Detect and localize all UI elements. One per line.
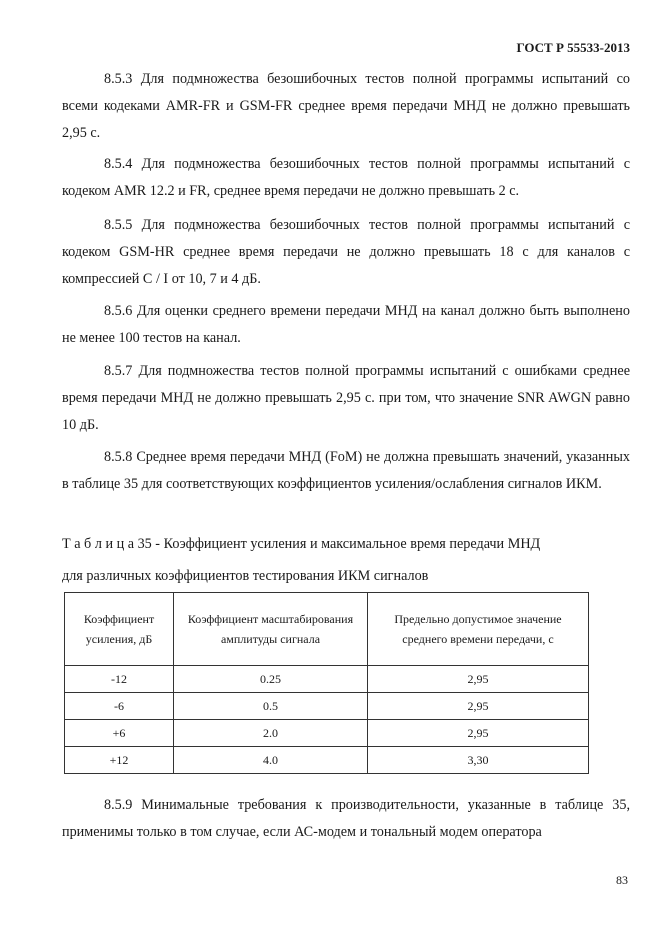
cell-gain: +12 xyxy=(65,747,174,774)
paragraph-8-5-3: 8.5.3 Для подмножества безошибочных тестов полной программы испытаний со всеми кодеками AMR-FR и GSM-FR среднее время передачи МНД не должно превышать 2,95 с. xyxy=(62,71,630,141)
cell-gain: +6 xyxy=(65,720,174,747)
cell-time: 2,95 xyxy=(368,666,589,693)
column-header-scale: Коэффициент масштабирования амплитуды сигнала xyxy=(174,593,368,666)
paragraph-8-5-4: 8.5.4 Для подмножества безошибочных тестов полной программы испытаний с кодеком AMR 12.2 и FR, среднее время передачи не должно превышать 2 с. xyxy=(62,156,630,199)
paragraph-8-5-5: 8.5.5 Для подмножества безошибочных тестов полной программы испытаний с кодеком GSM-HR среднее время передачи не должно превышать 18 с для каналов с компрессией C / I от 10, 7 и 4 дБ. xyxy=(62,217,630,287)
cell-time: 2,95 xyxy=(368,693,589,720)
column-header-max-time: Предельно допустимое значение среднего времени передачи, с xyxy=(368,593,589,666)
paragraph-8-5-6: 8.5.6 Для оценки среднего времени передачи МНД на канал должно быть выполнено не менее 100 тестов на канал. xyxy=(62,303,630,346)
table-row xyxy=(65,693,589,720)
cell-gain: -6 xyxy=(65,693,174,720)
table-row xyxy=(65,720,589,747)
table-caption-line-1: Т а б л и ц а 35 - Коэффициент усиления и максимальное время передачи МНД xyxy=(62,536,541,552)
cell-scale: 0.25 xyxy=(174,666,368,693)
cell-time: 2,95 xyxy=(368,720,589,747)
table-caption-line-2: для различных коэффициентов тестирования ИКМ сигналов xyxy=(62,568,429,584)
paragraph-8-5-7: 8.5.7 Для подмножества тестов полной программы испытаний с ошибками среднее время передачи МНД не должно превышать 2,95 с. при том, что значение SNR AWGN равно 10 дБ. xyxy=(62,363,630,433)
table-row xyxy=(65,666,589,693)
document-header: ГОСТ Р 55533-2013 xyxy=(516,40,630,55)
cell-scale: 2.0 xyxy=(174,720,368,747)
cell-scale: 0.5 xyxy=(174,693,368,720)
cell-scale: 4.0 xyxy=(174,747,368,774)
paragraph-8-5-8: 8.5.8 Среднее время передачи МНД (FoM) не должна превышать значений, указанных в таблице 35 для соответствующих коэффициентов усиления/ослабления сигналов ИКМ. xyxy=(62,449,630,492)
paragraph-8-5-9: 8.5.9 Минимальные требования к производительности, указанные в таблице 35, применимы только в том случае, если АС-модем и тональный модем оператора xyxy=(62,797,630,840)
column-header-gain: Коэффициент усиления, дБ xyxy=(65,593,174,666)
page-number: 83 xyxy=(616,873,628,887)
table-row xyxy=(65,747,589,774)
cell-time: 3,30 xyxy=(368,747,589,774)
gain-table xyxy=(64,592,589,774)
table-header-row xyxy=(65,593,589,666)
cell-gain: -12 xyxy=(65,666,174,693)
